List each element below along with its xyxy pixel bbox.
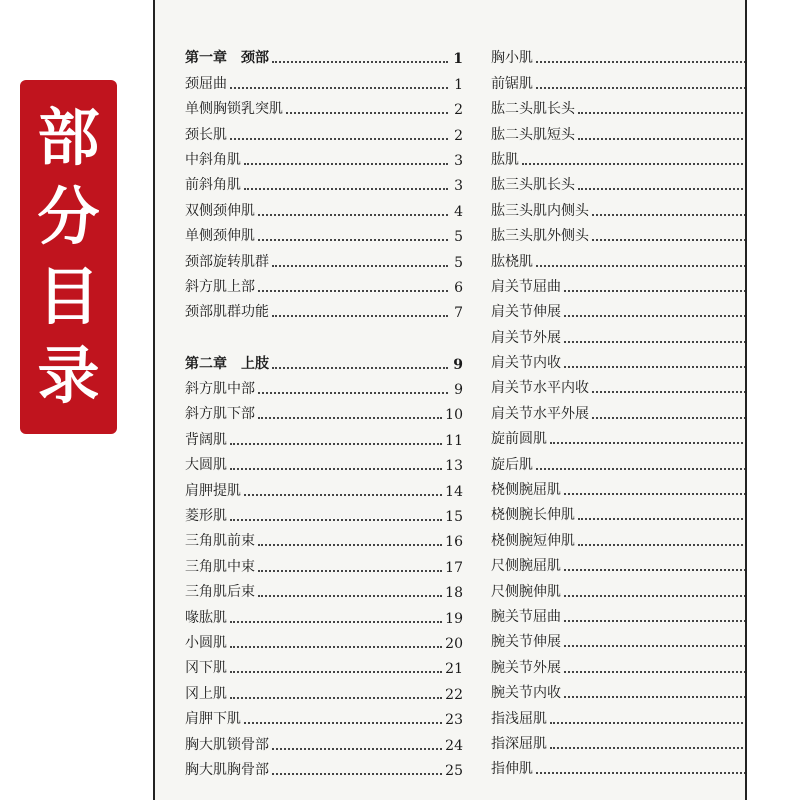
toc-entry-row [491, 118, 747, 143]
toc-entry-row [185, 245, 463, 270]
dot-leader [592, 416, 747, 419]
toc-entry-row [491, 397, 747, 422]
toc-entry-row [185, 728, 463, 753]
dot-leader [522, 162, 747, 165]
toc-page-number: 9 [453, 356, 463, 373]
toc-entry-title: 肩关节外展 [491, 329, 561, 346]
toc-entry-title: 单侧颈伸肌 [185, 228, 255, 245]
toc-entry-row [491, 728, 747, 753]
dot-leader [564, 365, 747, 368]
toc-entry-row [491, 245, 747, 270]
toc-page-number: 15 [445, 509, 463, 526]
toc-entry-title: 指深屈肌 [491, 735, 547, 752]
toc-entry-row [491, 601, 747, 626]
toc-entry-row [491, 753, 747, 778]
toc-entry-title: 中斜角肌 [185, 151, 241, 168]
toc-entry-title: 肩胛下肌 [185, 711, 241, 728]
toc-entry-title: 三角肌后束 [185, 584, 255, 601]
dot-leader [272, 772, 442, 775]
toc-entry-title: 桡侧腕屈肌 [491, 482, 561, 499]
toc-entry-row [185, 474, 463, 499]
toc-page-number: 3 [454, 178, 463, 195]
dot-leader [578, 543, 747, 546]
badge-char: 部 [37, 101, 100, 175]
toc-entry-row [185, 627, 463, 652]
dot-leader [592, 213, 747, 216]
dot-leader [564, 644, 747, 647]
toc-entry-row [185, 601, 463, 626]
toc-entry-title: 颈部旋转肌群 [185, 253, 269, 270]
dot-leader [564, 340, 747, 343]
toc-entry-row [185, 271, 463, 296]
toc-entry-row [185, 373, 463, 398]
toc-entry-title: 三角肌前束 [185, 533, 255, 550]
toc-page-number: 22 [445, 686, 463, 703]
dot-leader [272, 366, 448, 369]
toc-entry-title: 斜方肌中部 [185, 381, 255, 398]
toc-entry-title: 肱二头肌长头 [491, 101, 575, 118]
toc-entry-title: 第二章 上肢 [185, 355, 269, 372]
dot-leader [564, 314, 747, 317]
toc-entry-title: 桡侧腕长伸肌 [491, 507, 575, 524]
toc-page-number: 2 [454, 102, 463, 119]
toc-entry-title: 斜方肌上部 [185, 278, 255, 295]
toc-entry-title: 颈屈曲 [185, 75, 227, 92]
toc-chapter-row [185, 347, 463, 372]
toc-entry-row [185, 500, 463, 525]
toc-entry-row [491, 702, 747, 727]
toc-entry-row [185, 220, 463, 245]
toc-entry-title: 单侧胸锁乳突肌 [185, 101, 283, 118]
dot-leader [230, 696, 442, 699]
dot-leader [536, 467, 747, 470]
dot-leader [592, 390, 747, 393]
dot-leader [564, 492, 747, 495]
toc-entry-row [491, 499, 747, 524]
toc-entry-title: 肱三头肌长头 [491, 177, 575, 194]
dot-leader [244, 721, 442, 724]
dot-leader [564, 619, 747, 622]
toc-entry-title: 肱肌 [491, 151, 519, 168]
toc-entry-title: 肱桡肌 [491, 253, 533, 270]
toc-page-number: 24 [445, 737, 463, 754]
toc-entry-title: 第一章 颈部 [185, 50, 269, 67]
toc-entry-row [491, 372, 747, 397]
toc-entry-title: 肩胛提肌 [185, 482, 241, 499]
dot-leader [564, 568, 747, 571]
dot-leader [230, 442, 442, 445]
toc-entry-title: 斜方肌下部 [185, 406, 255, 423]
toc-entry-row [491, 296, 747, 321]
dot-leader [564, 289, 747, 292]
dot-leader [564, 695, 747, 698]
dot-leader [230, 645, 442, 648]
toc-page-number: 9 [454, 382, 463, 399]
toc-entry-title: 背阔肌 [185, 431, 227, 448]
section-badge [20, 80, 117, 434]
toc-page-number: 14 [445, 483, 463, 500]
toc-page-number: 16 [445, 534, 463, 551]
toc-page-number: 18 [445, 585, 463, 602]
toc-entry-title: 腕关节外展 [491, 659, 561, 676]
dot-leader [536, 86, 747, 89]
toc-entry-title: 尺侧腕伸肌 [491, 583, 561, 600]
toc-page-number: 1 [454, 76, 463, 93]
dot-leader [550, 441, 747, 444]
toc-page-number: 17 [445, 559, 463, 576]
toc-entry-row [491, 347, 747, 372]
dot-leader [272, 60, 448, 63]
dot-leader [258, 594, 442, 597]
toc-page-number: 4 [454, 203, 463, 220]
toc-entry-title: 肱三头肌内侧头 [491, 202, 589, 219]
toc-entry-row [185, 398, 463, 423]
dot-leader [564, 594, 747, 597]
toc-page-number: 25 [445, 762, 463, 779]
badge-char: 分 [37, 180, 100, 254]
toc-entry-title: 菱形肌 [185, 508, 227, 525]
toc-entry-title: 冈下肌 [185, 660, 227, 677]
toc-entry-row [185, 754, 463, 779]
dot-leader [230, 620, 442, 623]
toc-entry-title: 喙肱肌 [185, 609, 227, 626]
dot-leader [258, 543, 442, 546]
dot-leader [258, 238, 448, 241]
toc-entry-row [185, 449, 463, 474]
toc-entry-title: 大圆肌 [185, 457, 227, 474]
toc-entry-title: 腕关节内收 [491, 685, 561, 702]
toc-left-column [185, 42, 463, 779]
toc-entry-row [491, 448, 747, 473]
dot-leader [258, 289, 448, 292]
badge-char: 录 [37, 338, 100, 412]
dot-leader [244, 493, 442, 496]
toc-entry-row [491, 423, 747, 448]
toc-page-number: 13 [445, 458, 463, 475]
dot-leader [592, 238, 747, 241]
toc-entry-title: 指浅屈肌 [491, 710, 547, 727]
toc-entry-title: 三角肌中束 [185, 558, 255, 575]
toc-entry-row [491, 474, 747, 499]
toc-entry-row [491, 67, 747, 92]
toc-entry-row [491, 220, 747, 245]
toc-entry-row [185, 677, 463, 702]
dot-leader [272, 747, 442, 750]
dot-leader [550, 721, 747, 724]
toc-chapter-row [185, 42, 463, 67]
dot-leader [258, 416, 442, 419]
dot-leader [230, 86, 448, 89]
toc-entry-row [491, 550, 747, 575]
toc-entry-title: 肱二头肌短头 [491, 126, 575, 143]
dot-leader [230, 137, 448, 140]
toc-entry-row [491, 194, 747, 219]
toc-page-number: 10 [445, 407, 463, 424]
toc-entry-title: 胸小肌 [491, 50, 533, 67]
toc-entry-row [491, 144, 747, 169]
toc-entry-row [185, 144, 463, 169]
book-page [153, 0, 747, 800]
dot-leader [536, 60, 747, 63]
toc-entry-row [491, 321, 747, 346]
toc-entry-title: 胸大肌锁骨部 [185, 736, 269, 753]
toc-entry-row [491, 93, 747, 118]
dot-leader [258, 569, 442, 572]
toc-page-number: 19 [445, 610, 463, 627]
dot-leader [272, 264, 448, 267]
toc-entry-title: 腕关节伸展 [491, 634, 561, 651]
toc-entry-row [185, 423, 463, 448]
toc-page-number: 21 [445, 661, 463, 678]
toc-entry-row [185, 194, 463, 219]
toc-entry-title: 桡侧腕短伸肌 [491, 532, 575, 549]
toc-entry-row [491, 524, 747, 549]
toc-entry-title: 肩关节屈曲 [491, 278, 561, 295]
dot-leader [578, 517, 747, 520]
toc-entry-row [185, 67, 463, 92]
toc-page-number: 7 [454, 305, 463, 322]
toc-entry-title: 小圆肌 [185, 634, 227, 651]
dot-leader [536, 771, 747, 774]
toc-entry-title: 肱三头肌外侧头 [491, 228, 589, 245]
badge-char: 目 [37, 259, 100, 333]
toc-entry-row [185, 118, 463, 143]
dot-leader [258, 391, 448, 394]
toc-entry-title: 肩关节伸展 [491, 304, 561, 321]
toc-entry-title: 肩关节水平外展 [491, 405, 589, 422]
toc-entry-row [491, 575, 747, 600]
toc-entry-title: 腕关节屈曲 [491, 608, 561, 625]
toc-page-number: 3 [454, 152, 463, 169]
dot-leader [244, 162, 448, 165]
toc-entry-title: 旋前圆肌 [491, 431, 547, 448]
toc-page-number: 23 [445, 712, 463, 729]
toc-entry-title: 肩关节内收 [491, 355, 561, 372]
toc-entry-row [491, 169, 747, 194]
dot-leader [258, 213, 448, 216]
dot-leader [536, 264, 747, 267]
toc-page-number: 20 [445, 635, 463, 652]
toc-entry-title: 双侧颈伸肌 [185, 202, 255, 219]
toc-right-column [491, 42, 747, 778]
toc-entry-row [185, 703, 463, 728]
toc-entry-title: 尺侧腕屈肌 [491, 558, 561, 575]
toc-page-number: 5 [454, 229, 463, 246]
toc-entry-row [491, 651, 747, 676]
toc-entry-title: 颈部肌群功能 [185, 304, 269, 321]
toc-entry-title: 颈长肌 [185, 126, 227, 143]
dot-leader [578, 137, 747, 140]
toc-entry-title: 冈上肌 [185, 685, 227, 702]
toc-entry-row [491, 677, 747, 702]
dot-leader [244, 187, 448, 190]
dot-leader [272, 314, 448, 317]
toc-entry-row [491, 271, 747, 296]
toc-entry-title: 胸大肌胸骨部 [185, 761, 269, 778]
toc-entry-row [185, 169, 463, 194]
dot-leader [286, 111, 448, 114]
dot-leader [578, 187, 747, 190]
toc-entry-title: 指伸肌 [491, 761, 533, 778]
toc-entry-row [185, 525, 463, 550]
toc-page-number: 5 [454, 254, 463, 271]
toc-entry-title: 前斜角肌 [185, 177, 241, 194]
toc-entry-row [185, 576, 463, 601]
dot-leader [230, 670, 442, 673]
toc-entry-title: 旋后肌 [491, 456, 533, 473]
dot-leader [230, 467, 442, 470]
toc-entry-row [185, 93, 463, 118]
dot-leader [550, 746, 747, 749]
dot-leader [578, 111, 747, 114]
toc-page-number: 6 [454, 279, 463, 296]
toc-page-number: 2 [454, 127, 463, 144]
toc-entry-row [491, 626, 747, 651]
toc-page-number: 11 [445, 432, 463, 449]
dot-leader [230, 518, 442, 521]
toc-entry-row [185, 550, 463, 575]
toc-entry-title: 肩关节水平内收 [491, 380, 589, 397]
toc-page-number: 1 [453, 51, 463, 68]
toc-entry-row [185, 652, 463, 677]
toc-entry-title: 前锯肌 [491, 75, 533, 92]
toc-entry-row [491, 42, 747, 67]
toc-entry-row [185, 296, 463, 321]
dot-leader [564, 670, 747, 673]
